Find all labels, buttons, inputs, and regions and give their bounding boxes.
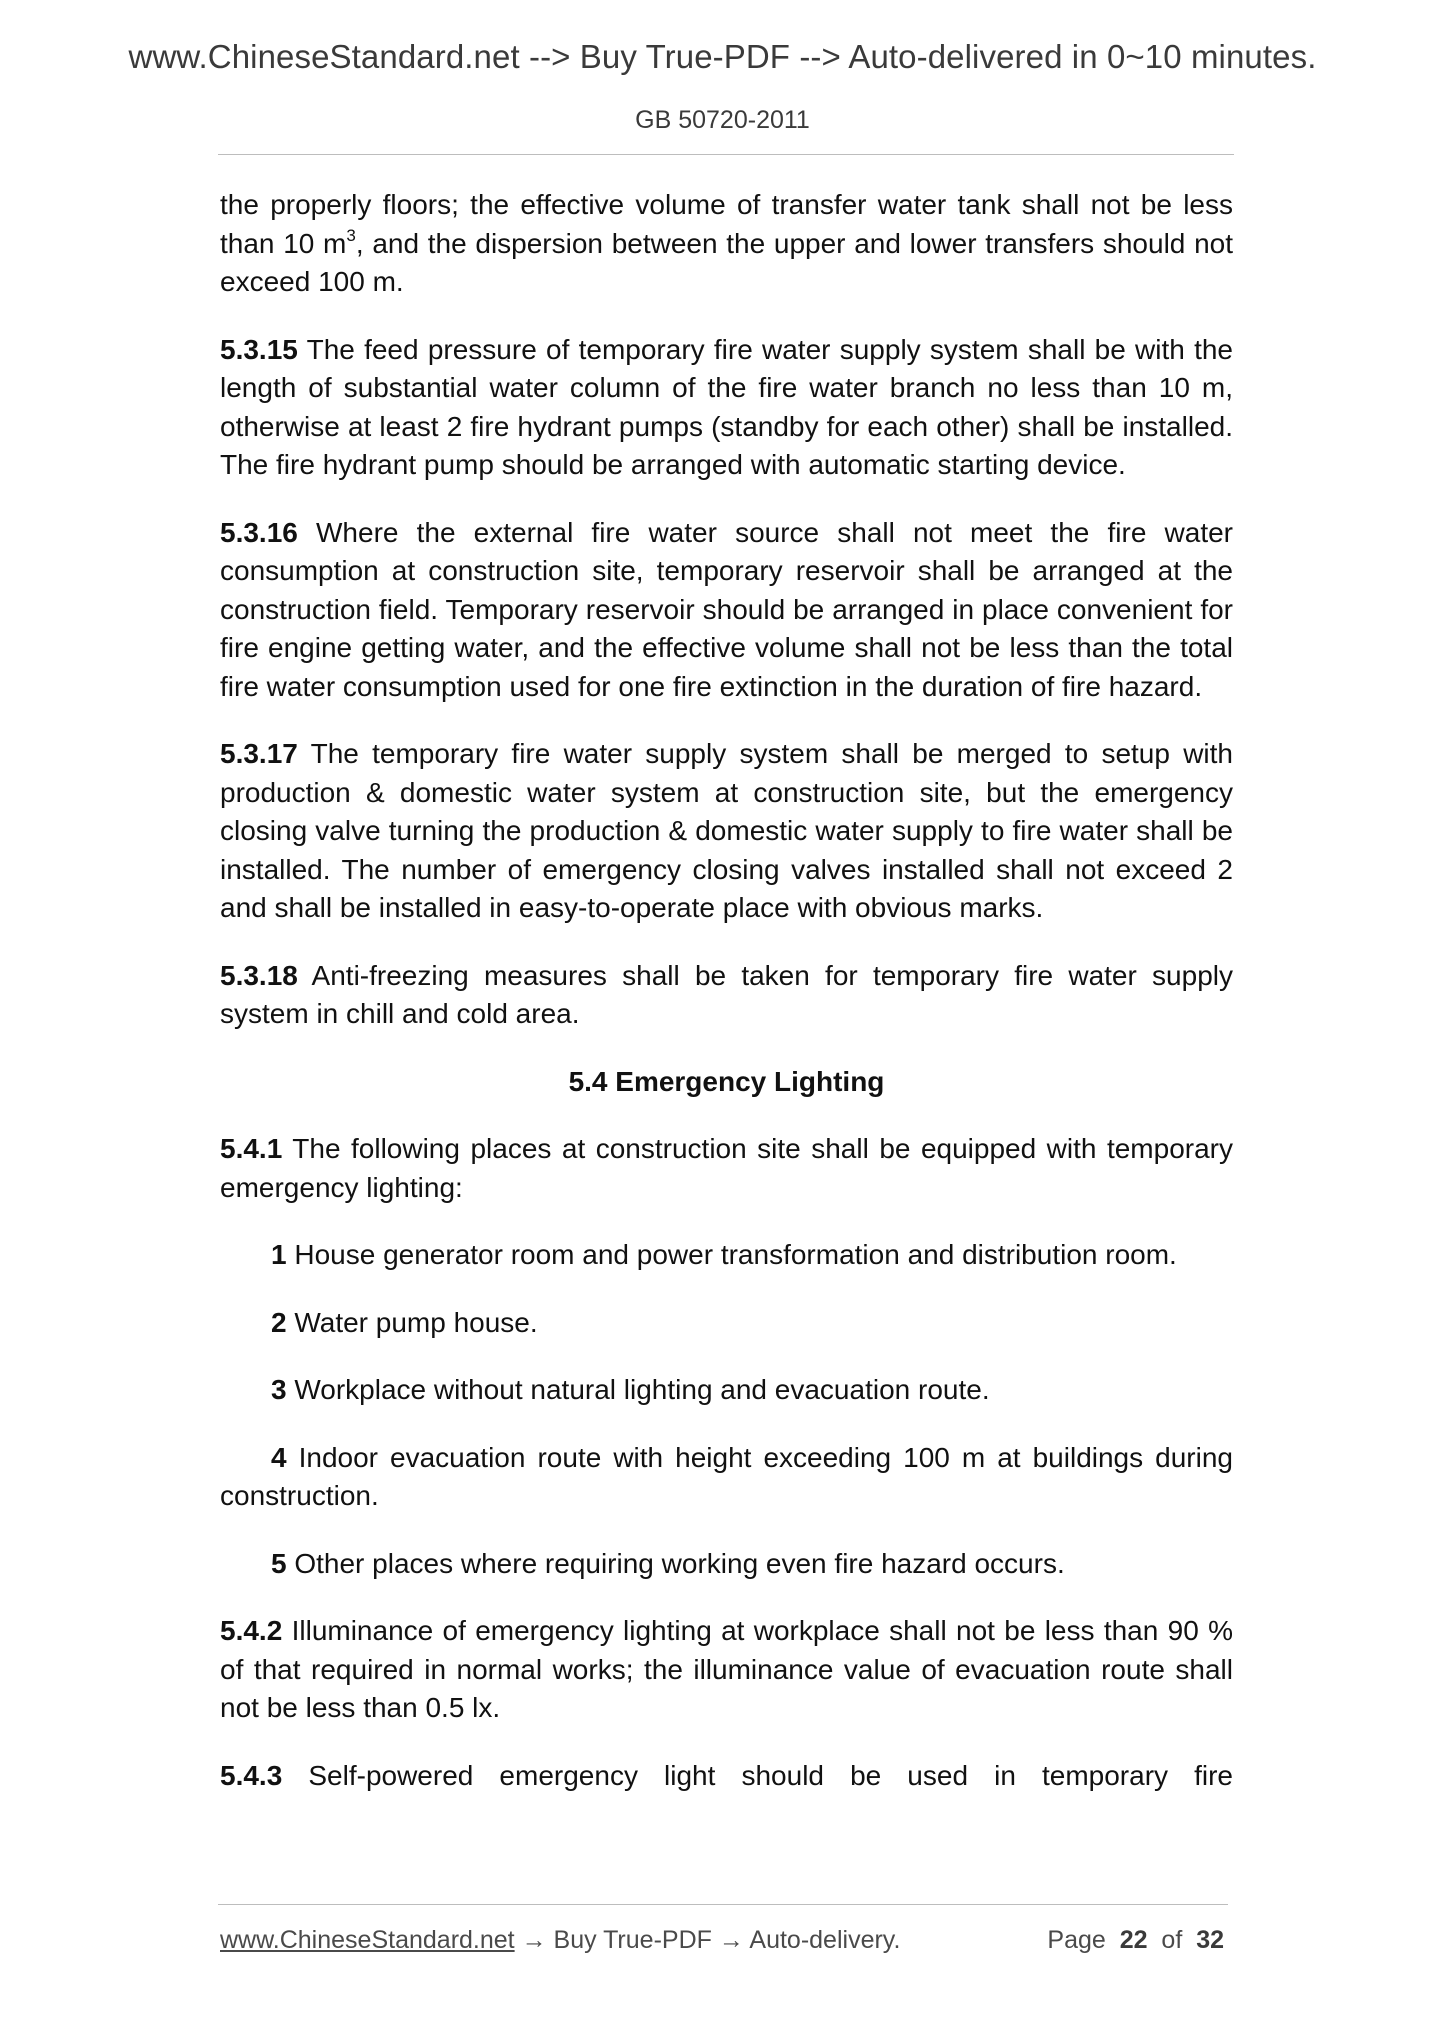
clause-5-3-17 (220, 735, 1233, 928)
superscript: 3 (346, 225, 356, 245)
item-text: House generator room and power transformation and distribution room. (286, 1239, 1177, 1270)
clause-5-4-2 (220, 1612, 1233, 1728)
clause-text: The following places at construction site shall be equipped with temporary emergency lighting: (220, 1133, 1233, 1203)
page-number: 22 (1119, 1926, 1148, 1954)
of-word: of (1161, 1926, 1183, 1954)
clause-number: 5.3.18 (220, 959, 298, 991)
list-item (220, 1304, 1233, 1343)
clause-5-3-15 (220, 331, 1233, 485)
clause-5-3-16 (220, 514, 1233, 707)
footer-divider (218, 1904, 1228, 1905)
clause-5-4-3 (220, 1757, 1233, 1796)
item-text: Workplace without natural lighting and evacuation route. (286, 1374, 990, 1405)
clause-text: Anti-freezing measures shall be taken for temporary fire water supply system in chill and cold area. (220, 959, 1233, 1029)
footer-promo (220, 1926, 900, 1955)
clause-number: 5.4.2 (220, 1615, 283, 1646)
footer-promo-text: → Buy True-PDF → Auto-delivery. (514, 1926, 901, 1954)
header-divider (218, 154, 1234, 155)
item-number: 5 (271, 1547, 287, 1579)
page-footer (220, 1926, 1230, 1962)
item-number: 1 (271, 1239, 287, 1270)
clause-text: Illuminance of emergency lighting at workplace shall not be less than 90 % of that required in normal works; the illuminance value of evacuation route shall not be less than 0.5 lx. (220, 1615, 1233, 1723)
continued-text-a: the properly floors; the effective volume of transfer water tank shall not be less than 10 m (220, 189, 1233, 259)
standard-number: GB 50720-2011 (635, 106, 810, 134)
continued-paragraph (220, 186, 1233, 302)
clause-number: 5.3.17 (220, 738, 298, 769)
list-item (220, 1545, 1233, 1584)
item-text: Other places where requiring working even fire hazard occurs. (286, 1547, 1065, 1579)
clause-text: The temporary fire water supply system shall be merged to setup with production & domestic water system at construction site, but the emergency closing valve turning the production & domestic water supply to fire water shall be installed. The number of emergency closing valves installed shall not exceed 2 and shall be installed in easy-to-operate place with obvious marks. (220, 738, 1233, 923)
page-total: 32 (1196, 1926, 1224, 1954)
clause-5-3-18 (220, 957, 1233, 1034)
header-banner: www.ChineseStandard.net --> Buy True-PDF --> Auto-delivered in 0~10 minutes. (128, 38, 1317, 75)
item-text: Water pump house. (286, 1306, 538, 1338)
clause-5-4-1 (220, 1130, 1233, 1207)
clause-number: 5.3.15 (220, 333, 298, 365)
list-item (220, 1439, 1233, 1516)
page-body (220, 186, 1233, 1795)
item-text: Indoor evacuation route with height exceeding 100 m at buildings during construction. (220, 1441, 1233, 1511)
item-number: 3 (271, 1374, 287, 1405)
page-indicator (1047, 1926, 1224, 1955)
list-item (220, 1371, 1233, 1410)
clause-text: Self-powered emergency light should be used in temporary fire (282, 1759, 1233, 1791)
section-heading: 5.4 Emergency Lighting (568, 1065, 885, 1097)
item-number: 2 (271, 1306, 287, 1338)
clause-number: 5.4.1 (220, 1133, 283, 1164)
clause-text: Where the external fire water source shall not meet the fire water consumption at construction site, temporary reservoir shall be arranged at the construction field. Temporary reservoir should be arranged in place convenient for fire engine getting water, and the effective volume shall not be less than the total fire water consumption used for one fire extinction in the duration of fire hazard. (220, 516, 1233, 702)
item-number: 4 (271, 1441, 287, 1473)
footer-site-link[interactable]: www.ChineseStandard.net (220, 1926, 515, 1954)
page-word: Page (1047, 1926, 1106, 1954)
list-item (220, 1236, 1233, 1275)
clause-number: 5.4.3 (220, 1759, 283, 1791)
continued-text-b: , and the dispersion between the upper and lower transfers should not exceed 100 m. (220, 227, 1233, 297)
clause-text: The feed pressure of temporary fire water supply system shall be with the length of substantial water column of the fire water branch no less than 10 m, otherwise at least 2 fire hydrant pumps (standby for each other) shall be installed. The fire hydrant pump should be arranged with automatic starting device. (220, 333, 1233, 480)
clause-number: 5.3.16 (220, 516, 298, 548)
